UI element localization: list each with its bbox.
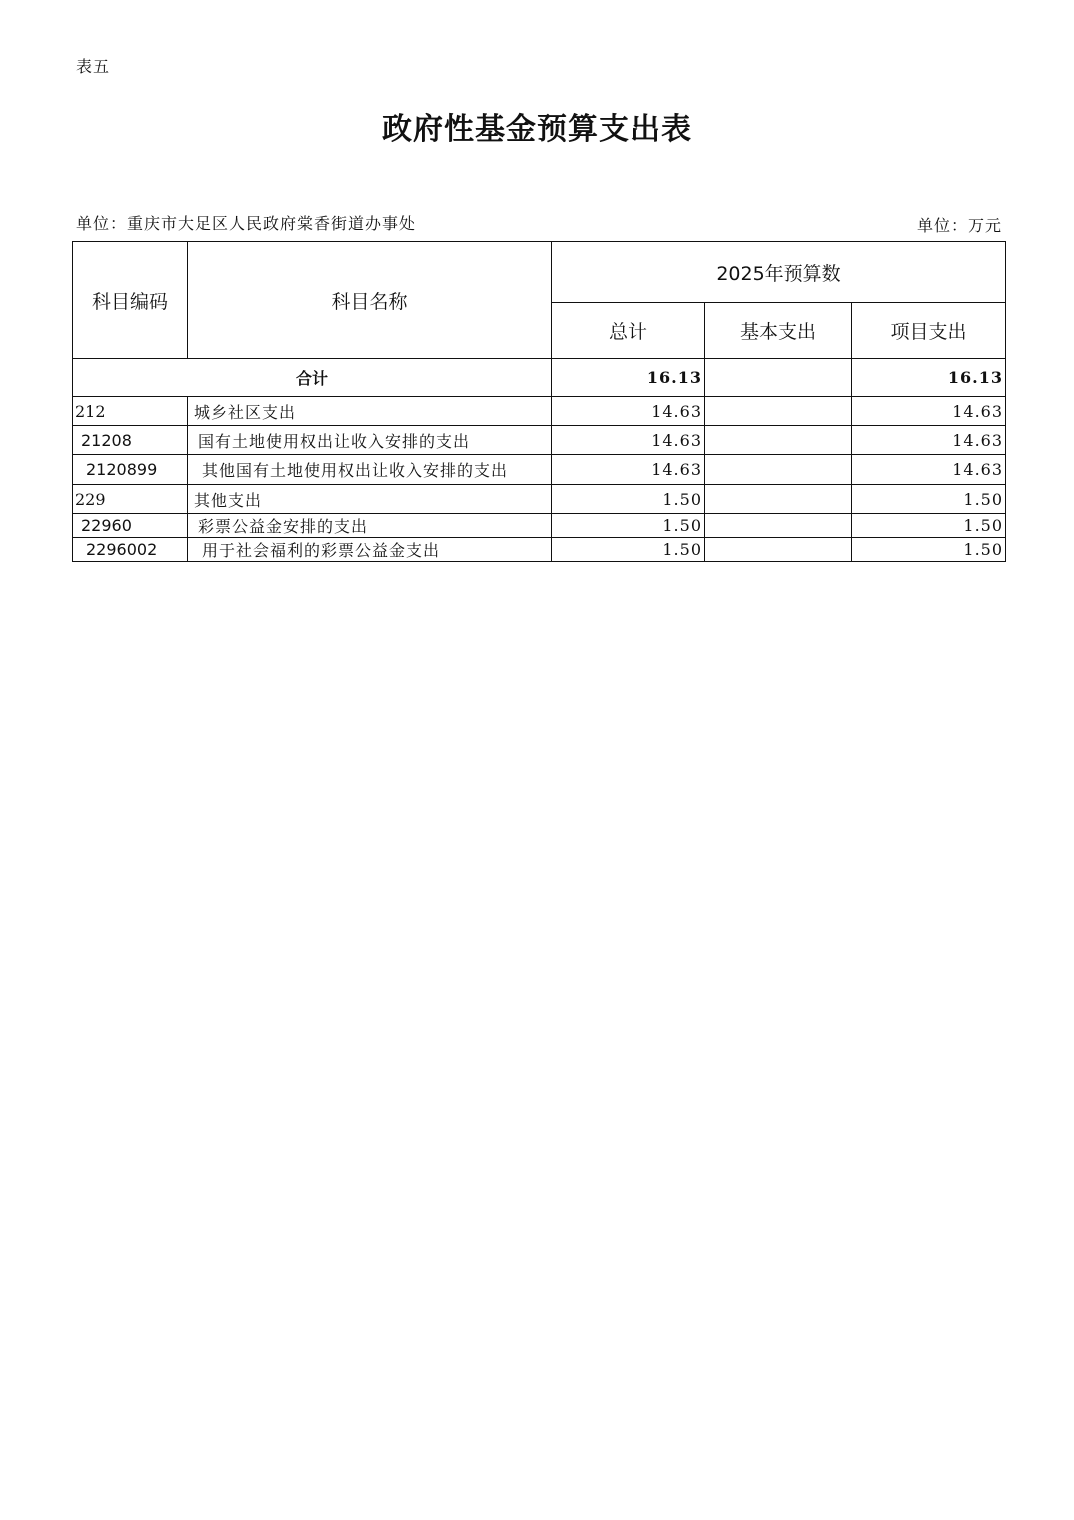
currency-unit-label: 单位：万元 bbox=[916, 216, 1002, 235]
table-number: 表五 bbox=[76, 57, 111, 76]
header-budget-group: 2025年预算数 bbox=[552, 242, 1006, 303]
row-total: 14.63 bbox=[552, 426, 705, 455]
row-total: 1.50 bbox=[552, 538, 705, 562]
row-name: 城乡社区支出 bbox=[188, 397, 552, 426]
row-code: 229 bbox=[73, 485, 188, 514]
summary-basic bbox=[705, 359, 852, 397]
summary-total: 16.13 bbox=[552, 359, 705, 397]
table-row bbox=[73, 397, 1006, 426]
row-project: 14.63 bbox=[852, 455, 1006, 485]
row-basic bbox=[705, 485, 852, 514]
row-project: 1.50 bbox=[852, 514, 1006, 538]
row-name: 国有土地使用权出让收入安排的支出 bbox=[188, 426, 552, 455]
header-name: 科目名称 bbox=[188, 242, 552, 359]
header-code: 科目编码 bbox=[73, 242, 188, 359]
row-name: 用于社会福利的彩票公益金支出 bbox=[188, 538, 552, 562]
table-row bbox=[73, 426, 1006, 455]
row-project: 1.50 bbox=[852, 538, 1006, 562]
row-basic bbox=[705, 455, 852, 485]
row-project: 14.63 bbox=[852, 426, 1006, 455]
row-total: 1.50 bbox=[552, 485, 705, 514]
summary-row bbox=[73, 359, 1006, 397]
row-name: 彩票公益金安排的支出 bbox=[188, 514, 552, 538]
summary-project: 16.13 bbox=[852, 359, 1006, 397]
row-total: 14.63 bbox=[552, 455, 705, 485]
table-row bbox=[73, 455, 1006, 485]
row-project: 14.63 bbox=[852, 397, 1006, 426]
row-code: 2296002 bbox=[73, 538, 188, 562]
row-code: 212 bbox=[73, 397, 188, 426]
row-project: 1.50 bbox=[852, 485, 1006, 514]
header-project: 项目支出 bbox=[852, 303, 1006, 359]
budget-expenditure-table bbox=[72, 241, 1006, 562]
row-total: 14.63 bbox=[552, 397, 705, 426]
row-total: 1.50 bbox=[552, 514, 705, 538]
header-total: 总计 bbox=[552, 303, 705, 359]
organization-unit-label: 单位：重庆市大足区人民政府棠香街道办事处 bbox=[76, 214, 417, 233]
row-code: 21208 bbox=[73, 426, 188, 455]
row-code: 2120899 bbox=[73, 455, 188, 485]
table-row bbox=[73, 538, 1006, 562]
row-basic bbox=[705, 397, 852, 426]
row-name: 其他支出 bbox=[188, 485, 552, 514]
table-row bbox=[73, 485, 1006, 514]
summary-label: 合计 bbox=[73, 359, 552, 397]
header-basic: 基本支出 bbox=[705, 303, 852, 359]
row-basic bbox=[705, 514, 852, 538]
header-row bbox=[73, 242, 1006, 303]
row-basic bbox=[705, 426, 852, 455]
row-code: 22960 bbox=[73, 514, 188, 538]
page-title: 政府性基金预算支出表 bbox=[382, 112, 692, 147]
table-row bbox=[73, 514, 1006, 538]
row-name: 其他国有土地使用权出让收入安排的支出 bbox=[188, 455, 552, 485]
row-basic bbox=[705, 538, 852, 562]
